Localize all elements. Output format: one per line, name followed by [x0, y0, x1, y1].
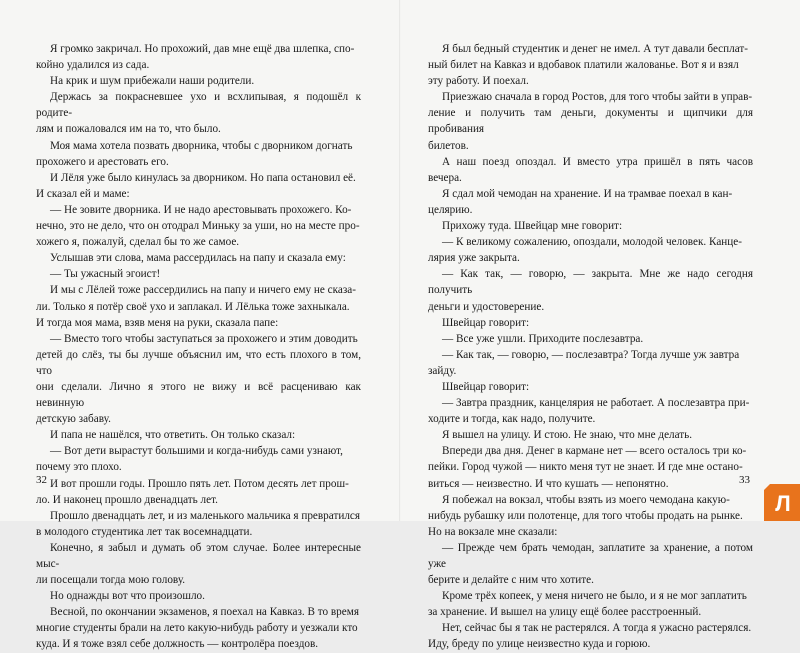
paragraph: Впереди два дня. Денег в кармане нет — всего осталось три ко- пейки. Город чужой — никто меня тут не знает. И где мне остано- виться — неизвестно. И что кушать — непонятно. — [428, 445, 747, 490]
paragraph: И папа не нашёлся, что ответить. Он только сказал: — [50, 429, 296, 442]
paragraph: — К великому сожалению, опоздали, молодой человек. Канце- лярия уже закрыта. — [428, 236, 742, 265]
paragraph: Приезжаю сначала в город Ростов, для того чтобы зайти в управ- ление и получить там деньги, документы и щипчики для пробивания билетов. — [428, 91, 753, 152]
paragraph: Нет, сейчас бы я так не растерялся. А тогда я ужасно растерялся. Иду, бреду по улице неизвестно куда и горюю. — [428, 622, 752, 651]
paragraph: Я сдал мой чемодан на хранение. И на трамвае поехал в кан- целярию. — [428, 187, 733, 216]
paragraph: На крик и шум прибежали наши родители. — [50, 75, 255, 88]
paragraph: Я был бедный студентик и денег не имел. А тут давали бесплат- ный билет на Кавказ и вдобавок платили жалованье. Вот я и взял эту работу. И поехал. — [428, 43, 749, 88]
logo-letter: Л — [775, 491, 791, 516]
paragraph: Я побежал на вокзал, чтобы взять из моего чемодана какую- нибудь рубашку или полотенце, для того чтобы продать на рынке. Но на вокзале мне сказали: — [428, 493, 743, 538]
paragraph: — Не зовите дворника. И не надо арестовывать прохожего. Ко- нечно, это не дело, что он отодрал Миньку за уши, но на месте про- хожего я, пожалуй, сделал бы то же самое. — [36, 203, 360, 249]
right-page — [428, 41, 753, 653]
paragraph: И Лёля уже было кинулась за дворником. Но папа остановил её. И сказал ей и маме: — [36, 171, 356, 200]
publisher-logo-icon — [764, 484, 800, 521]
paragraph: — Как так, — говорю, — послезавтра? Тогда лучше уж завтра зайду. — [428, 348, 740, 377]
paragraph: — Все уже ушли. Приходите послезавтра. — [442, 332, 644, 345]
paragraph: Держась за покрасневшее ухо и всхлипывая, я подошёл к родите- лям и пожаловался им на то, что было. — [36, 91, 361, 136]
paragraph: — Завтра праздник, канцелярия не работает. А послезавтра при- ходите и тогда, как надо, получите. — [428, 397, 750, 426]
paragraph: — Прежде чем брать чемодан, заплатите за хранение, а потом уже берите и делайте с ним что хотите. — [428, 541, 753, 587]
paragraph: — Вместо того чтобы заступаться за прохожего и этим доводить детей до слёз, ты бы лучше объяснил им, что есть плохого в том, что они сделали. Лично я этого не вижу и всё расцениваю как невинную детскую забаву. — [36, 332, 361, 426]
paragraph: Моя мама хотела позвать дворника, чтобы с дворником догнать прохожего и арестовать его. — [36, 139, 353, 168]
paragraph: Весной, по окончании экзаменов, я поехал на Кавказ. В то время многие студенты брали на лето какую-нибудь работу и уезжали кто куда. И я тоже взял себе должность — контролёра поездов. — [36, 606, 359, 651]
paragraph: Прихожу туда. Швейцар мне говорит: — [442, 220, 623, 233]
left-page — [36, 41, 361, 653]
right-page-number: 33 — [739, 474, 750, 486]
left-page-number: 32 — [36, 474, 47, 486]
paragraph: Швейцар говорит: — [442, 380, 530, 393]
paragraph: — Вот дети вырастут большими и когда-нибудь сами узнают, почему это плохо. — [36, 445, 343, 474]
paragraph: А наш поезд опоздал. И вместо утра пришёл в пять часов вечера. — [428, 155, 753, 184]
paragraph: Кроме трёх копеек, у меня ничего не было, и я не мог заплатить за хранение. И вышел на улицу ещё более расстроенный. — [428, 590, 747, 619]
paragraph: И мы с Лёлей тоже рассердились на папу и ничего ему не сказа- ли. Только я потёр своё ухо и заплакал. И Лёлька тоже захныкала. И тогда моя мама, взяв меня на руки, сказала папе: — [36, 284, 356, 329]
paragraph: Услышав эти слова, мама рассердилась на папу и сказала ему: — [50, 252, 346, 265]
paragraph: Но однажды вот что произошло. — [50, 590, 205, 603]
paragraph: Швейцар говорит: — [442, 316, 530, 329]
book-gutter — [399, 0, 401, 521]
paragraph: Я громко закричал. Но прохожий, дав мне ещё два шлепка, спо- койно удалился из сада. — [36, 43, 355, 72]
paragraph: Я вышел на улицу. И стою. Не знаю, что мне делать. — [442, 429, 693, 442]
paragraph: Конечно, я забыл и думать об этом случае. Более интересные мыс- ли посещали тогда мою голову. — [36, 541, 361, 587]
paragraph: И вот прошли годы. Прошло пять лет. Потом десять лет прош- ло. И наконец прошло двенадцать лет. — [36, 477, 349, 506]
paragraph: — Ты ужасный эгоист! — [50, 268, 161, 281]
paragraph: Прошло двенадцать лет, и из маленького мальчика я превратился в молодого студентика лет так восемнадцати. — [36, 509, 361, 538]
paragraph: — Как так, — говорю, — закрыта. Мне же надо сегодня получить деньги и удостоверение. — [428, 268, 753, 313]
